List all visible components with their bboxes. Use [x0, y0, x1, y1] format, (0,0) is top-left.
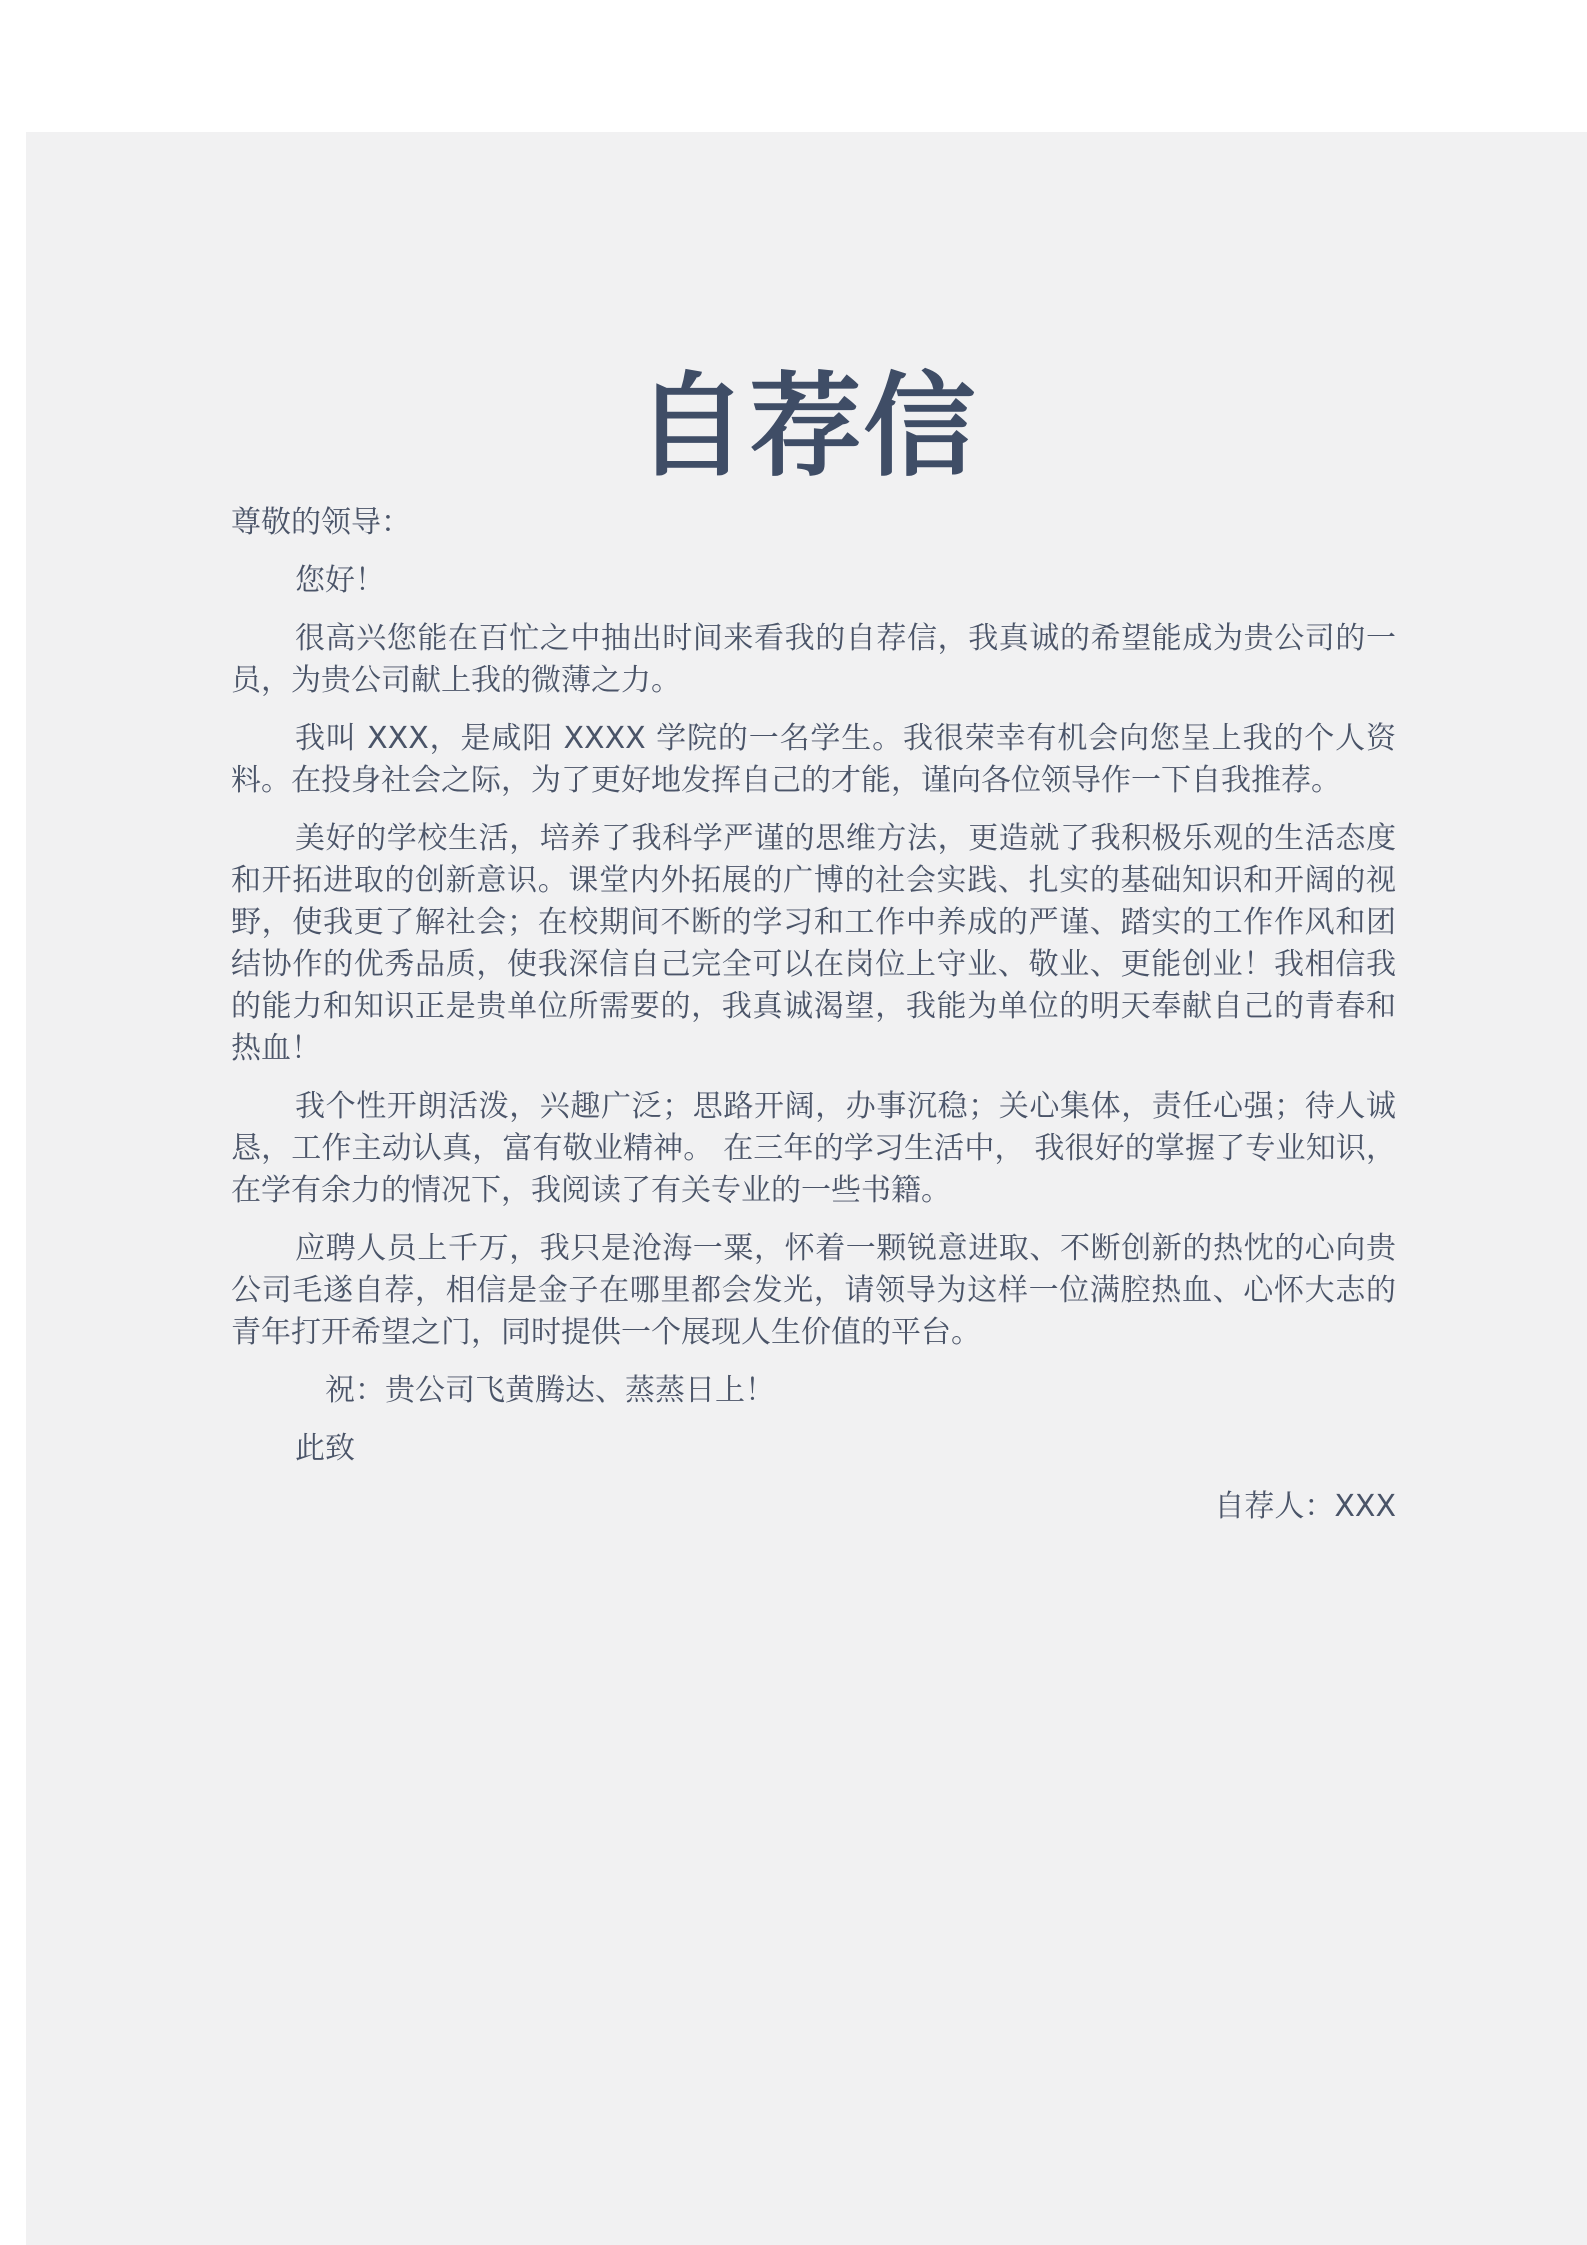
signature: 自荐人：XXX — [1214, 1489, 1396, 1524]
closing-wish: 祝：贵公司飞黄腾达、蒸蒸日上！ — [325, 1373, 775, 1408]
paragraph-school-life: 美好的学校生活，培养了我科学严谨的思维方法，更造就了我积极乐观的生活态度和开拓进取的创新意识。课堂内外拓展的广博的社会实践、扎实的基础知识和开阔的视野，使我更了解社会；在校期间不断的学习和工作中养成的严谨、踏实的工作作风和团结协作的优秀品质，使我深信自己完全可以在岗位上守业、敬业、更能创业！我相信我的能力和知识正是贵单位所需要的，我真诚渴望，我能为单位的明天奉献自己的青春和热血！ — [231, 821, 1396, 1066]
document-title: 自荐信 — [635, 362, 978, 492]
greeting: 您好！ — [295, 563, 385, 598]
paragraph-application: 应聘人员上千万，我只是沧海一粟，怀着一颗锐意进取、不断创新的热忱的心向贵公司毛遂自荐，相信是金子在哪里都会发光，请领导为这样一位满腔热血、心怀大志的青年打开希望之门，同时提供一个展现人生价值的平台。 — [231, 1231, 1396, 1350]
salutation: 尊敬的领导： — [231, 505, 411, 540]
document-page — [26, 132, 1587, 2245]
closing-phrase: 此致 — [295, 1431, 355, 1466]
paragraph-intro: 很高兴您能在百忙之中抽出时间来看我的自荐信，我真诚的希望能成为贵公司的一员，为贵公司献上我的微薄之力。 — [231, 621, 1396, 698]
paragraph-self-introduction: 我叫 XXX，是咸阳 XXXX 学院的一名学生。我很荣幸有机会向您呈上我的个人资料。在投身社会之际，为了更好地发挥自己的才能，谨向各位领导作一下自我推荐。 — [231, 721, 1396, 798]
paragraph-personality: 我个性开朗活泼，兴趣广泛；思路开阔，办事沉稳；关心集体，责任心强；待人诚恳，工作主动认真，富有敬业精神。 在三年的学习生活中， 我很好的掌握了专业知识，在学有余力的情况下，我阅读了有关专业的一些书籍。 — [231, 1089, 1396, 1208]
letter-body — [231, 502, 1396, 1544]
